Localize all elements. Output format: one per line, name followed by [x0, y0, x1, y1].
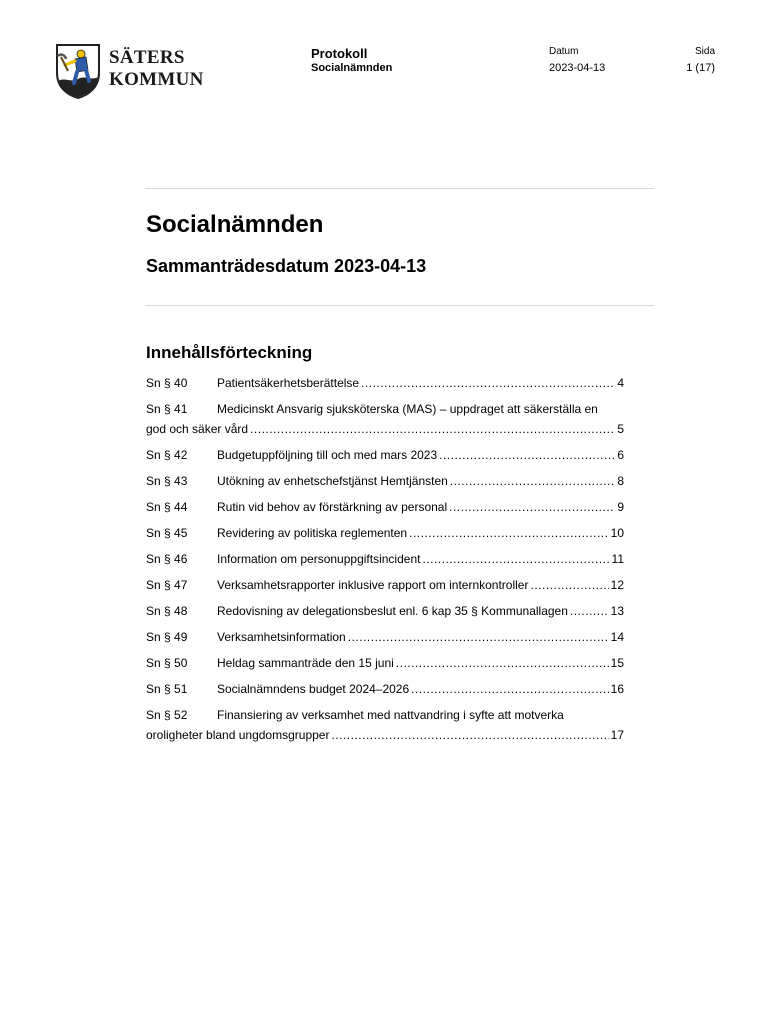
toc-leader-dots — [409, 523, 609, 543]
page-title: Socialnämnden — [146, 211, 324, 238]
toc-page-number: 9 — [617, 500, 624, 514]
toc-title-continued: oroligheter bland ungdomsgrupper — [146, 728, 330, 742]
toc-leader-dots — [250, 419, 615, 439]
toc-leader-dots — [411, 679, 608, 699]
toc-section-number: Sn § 41 — [146, 402, 188, 416]
toc-title: Budgetuppföljning till och med mars 2023 — [217, 448, 438, 462]
committee-name: Socialnämnden — [311, 62, 393, 74]
toc-section-number: Sn § 40 — [146, 376, 188, 390]
toc-title: Socialnämndens budget 2024–2026 — [217, 682, 410, 696]
toc-entry[interactable] — [146, 705, 624, 745]
toc-title: Verksamhetsrapporter inklusive rapport om internkontroller — [217, 578, 529, 592]
toc-leader-dots — [331, 725, 608, 745]
toc-page-number: 15 — [610, 656, 624, 670]
toc-title-continued: god och säker vård — [146, 422, 249, 436]
page-label: Sida — [694, 46, 715, 57]
table-of-contents — [146, 373, 624, 751]
coat-of-arms-icon — [55, 43, 101, 99]
logo-line-2: KOMMUN — [109, 69, 204, 90]
toc-title: Information om personuppgiftsincident — [217, 552, 421, 566]
toc-section-number: Sn § 49 — [146, 630, 188, 644]
toc-entry[interactable] — [146, 575, 624, 595]
toc-page-number: 12 — [610, 578, 624, 592]
toc-leader-dots — [449, 497, 615, 517]
toc-leader-dots — [439, 445, 615, 465]
toc-section-number: Sn § 51 — [146, 682, 188, 696]
toc-leader-dots — [348, 627, 609, 647]
toc-title: Utökning av enhetschefstjänst Hemtjänsten — [217, 474, 448, 488]
date-label: Datum — [549, 46, 579, 57]
toc-page-number: 16 — [610, 682, 624, 696]
toc-title: Patientsäkerhetsberättelse — [217, 376, 360, 390]
divider-top — [145, 188, 654, 189]
toc-page-number: 8 — [617, 474, 624, 488]
toc-section-number: Sn § 45 — [146, 526, 188, 540]
toc-title: Finansiering av verksamhet med nattvandring i syfte att motverka — [217, 708, 564, 722]
toc-page-number: 6 — [617, 448, 624, 462]
toc-leader-dots — [422, 549, 609, 569]
toc-section-number: Sn § 42 — [146, 448, 188, 462]
toc-entry[interactable] — [146, 679, 624, 699]
date-value: 2023-04-13 — [549, 62, 606, 74]
toc-page-number: 5 — [617, 422, 624, 436]
toc-entry[interactable] — [146, 549, 624, 569]
toc-entry[interactable] — [146, 627, 624, 647]
toc-leader-dots — [396, 653, 609, 673]
toc-leader-dots — [361, 373, 615, 393]
toc-section-number: Sn § 48 — [146, 604, 188, 618]
divider-bottom — [145, 305, 654, 306]
toc-entry[interactable] — [146, 373, 624, 393]
page-number: 1 (17) — [686, 62, 715, 74]
toc-title: Redovisning av delegationsbeslut enl. 6 kap 35 § Kommunallagen — [217, 604, 568, 618]
toc-entry[interactable] — [146, 497, 624, 517]
toc-entry[interactable] — [146, 653, 624, 673]
toc-section-number: Sn § 43 — [146, 474, 188, 488]
toc-entry[interactable] — [146, 399, 624, 439]
toc-entry[interactable] — [146, 601, 624, 621]
toc-leader-dots — [450, 471, 616, 491]
document-type: Protokoll — [311, 46, 368, 61]
toc-page-number: 13 — [610, 604, 624, 618]
toc-heading: Innehållsförteckning — [146, 343, 313, 362]
toc-entry[interactable] — [146, 523, 624, 543]
toc-title: Medicinskt Ansvarig sjuksköterska (MAS) – uppdraget att säkerställa en — [217, 402, 598, 416]
toc-leader-dots — [570, 601, 609, 621]
toc-title: Verksamhetsinformation — [217, 630, 346, 644]
meeting-date-heading: Sammanträdesdatum 2023-04-13 — [146, 256, 427, 276]
toc-section-number: Sn § 47 — [146, 578, 188, 592]
toc-section-number: Sn § 44 — [146, 500, 188, 514]
toc-page-number: 17 — [610, 728, 624, 742]
toc-section-number: Sn § 52 — [146, 708, 188, 722]
logo-line-1: SÄTERS — [109, 47, 185, 68]
logo-wordmark — [109, 47, 204, 91]
toc-entry[interactable] — [146, 445, 624, 465]
toc-page-number: 4 — [617, 376, 624, 390]
toc-page-number: 11 — [611, 552, 624, 566]
toc-leader-dots — [530, 575, 608, 595]
toc-title: Rutin vid behov av förstärkning av personal — [217, 500, 448, 514]
toc-section-number: Sn § 50 — [146, 656, 188, 670]
toc-title: Revidering av politiska reglementen — [217, 526, 408, 540]
municipality-logo — [55, 43, 205, 101]
toc-title: Heldag sammanträde den 15 juni — [217, 656, 394, 670]
toc-section-number: Sn § 46 — [146, 552, 188, 566]
toc-entry[interactable] — [146, 471, 624, 491]
toc-page-number: 14 — [610, 630, 624, 644]
toc-page-number: 10 — [610, 526, 624, 540]
